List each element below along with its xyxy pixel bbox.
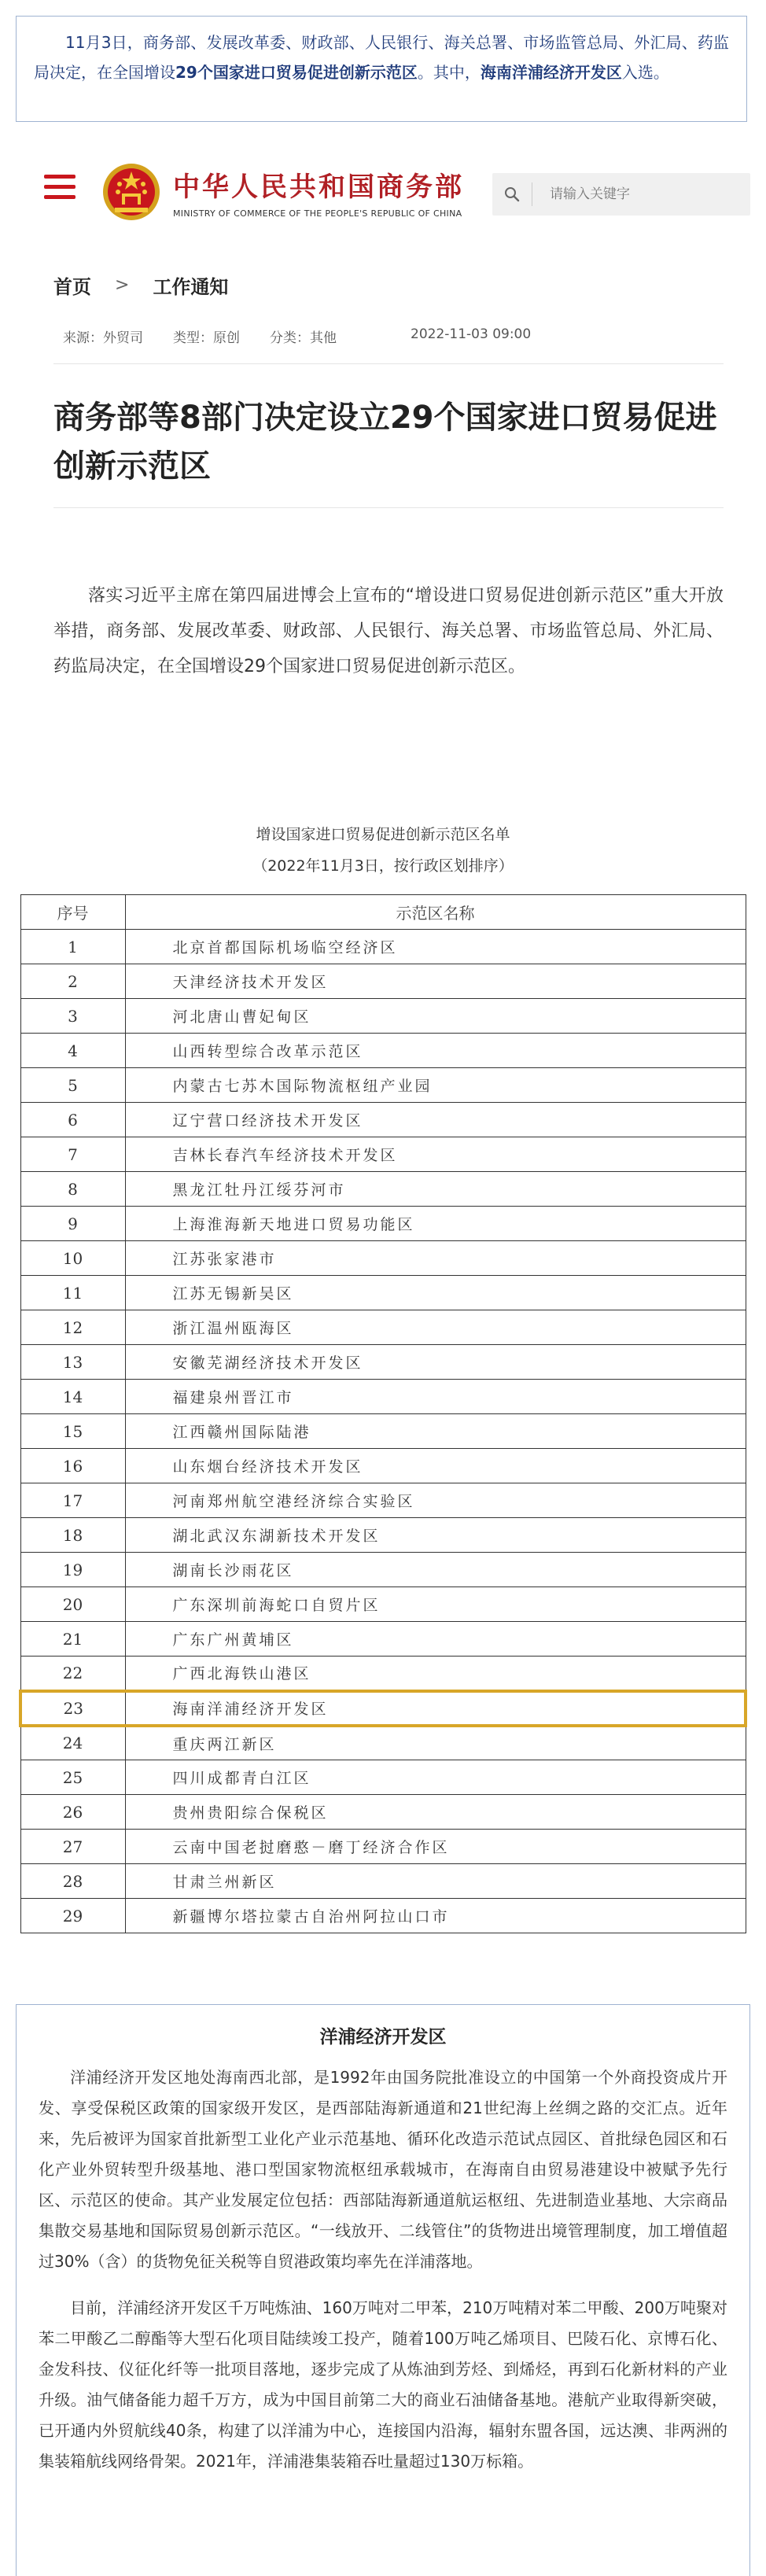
table-cell-num: 24 — [20, 1726, 125, 1760]
table-cell-num: 29 — [20, 1899, 125, 1933]
table-row — [20, 1691, 746, 1726]
breadcrumb-home[interactable]: 首页 — [53, 276, 91, 298]
profile-paragraph-2: 目前，洋浦经济开发区千万吨炼油、160万吨对二甲苯，210万吨精对苯二甲酸、200万吨聚对苯二甲酸乙二醇酯等大型石化项目陆续竣工投产，随着100万吨乙烯项目、巴陵石化、京博石化、金发科技、仪征化纤等一批项目落地，逐步完成了从炼油到芳烃、到烯烃，再到石化新材料的产业升级。油气储备能力超千万方，成为中国目前第二大的商业石油储备基地。港航产业取得新突破，已开通内外贸航线40条，构建了以洋浦为中心，连接国内沿海，辐射东盟各国，远达澳、非两洲的集装箱航线网络骨架。2021年，洋浦港集装箱吞吐量超过130万标箱。 — [39, 2298, 727, 2471]
article-meta — [63, 326, 561, 346]
table-cell-name: 新疆博尔塔拉蒙古自治州阿拉山口市 — [125, 1899, 746, 1933]
table-cell-num: 11 — [20, 1276, 125, 1310]
table-header-num: 序号 — [20, 895, 125, 930]
meta-type: 类型：原创 — [173, 330, 240, 346]
table-row — [20, 1587, 746, 1622]
table-cell-name: 河北唐山曹妃甸区 — [125, 999, 746, 1034]
table-row — [20, 1241, 746, 1276]
table-cell-name: 重庆两江新区 — [125, 1726, 746, 1760]
table-cell-num: 7 — [20, 1137, 125, 1172]
intro-note-text: 11月3日，商务部、发展改革委、财政部、人民银行、海关总署、市场监管总局、外汇局、药监局决定，在全国增设29个国家进口贸易促进创新示范区。其中，海南洋浦经济开发区入选。 — [34, 33, 729, 82]
table-row — [20, 1310, 746, 1345]
table-cell-num: 8 — [20, 1172, 125, 1207]
table-cell-num: 20 — [20, 1587, 125, 1622]
table-row — [20, 1103, 746, 1137]
profile-paragraph-1: 洋浦经济开发区地处海南西北部，是1992年由国务院批准设立的中国第一个外商投资成片开发、享受保税区政策的国家级开发区，是西部陆海新通道和21世纪海上丝绸之路的交汇点。近年来，先后被评为国家首批新型工业化产业示范基地、循环化改造示范试点园区、首批绿色园区和石化产业外贸转型升级基地、港口型国家物流枢纽承载城市，在海南自由贸易港建设中被赋予先行区、示范区的使命。其产业发展定位包括：西部陆海新通道航运枢纽、先进制造业基地、大宗商品集散交易基地和国际贸易创新示范区。“一线放开、二线管住”的货物进出境管理制度，加工增值超过30%（含）的货物免征关税等自贸港政策均率先在洋浦落地。 — [39, 2068, 727, 2271]
table-row — [20, 1726, 746, 1760]
table-cell-num: 17 — [20, 1483, 125, 1518]
table-cell-num: 9 — [20, 1207, 125, 1241]
table-cell-name: 北京首都国际机场临空经济区 — [125, 930, 746, 964]
table-row — [20, 1864, 746, 1899]
table-row — [20, 1483, 746, 1518]
table-cell-name: 贵州贵阳综合保税区 — [125, 1795, 746, 1830]
table-row — [20, 930, 746, 964]
zones-table — [19, 894, 747, 1933]
table-cell-num: 14 — [20, 1380, 125, 1414]
table-cell-name: 云南中国老挝磨憨－磨丁经济合作区 — [125, 1830, 746, 1864]
breadcrumb — [53, 271, 228, 299]
menu-icon[interactable] — [44, 175, 75, 201]
intro-bold-count: 29个国家进口贸易促进创新示范区 — [175, 63, 418, 82]
table-row — [20, 1137, 746, 1172]
search-icon[interactable] — [492, 173, 532, 216]
site-name-en: MINISTRY OF COMMERCE OF THE PEOPLE'S REPUBLIC OF CHINA — [173, 208, 462, 219]
table-cell-num: 15 — [20, 1414, 125, 1449]
table-cell-name: 天津经济技术开发区 — [125, 964, 746, 999]
table-cell-name: 湖南长沙雨花区 — [125, 1553, 746, 1587]
table-row — [20, 964, 746, 999]
table-cell-num: 5 — [20, 1068, 125, 1103]
chevron-right-icon: > — [115, 275, 130, 295]
table-row — [20, 1518, 746, 1553]
table-cell-name: 浙江温州瓯海区 — [125, 1310, 746, 1345]
table-header-row — [20, 895, 746, 930]
table-cell-name: 湖北武汉东湖新技术开发区 — [125, 1518, 746, 1553]
yangpu-profile-box — [16, 2004, 750, 2576]
table-cell-num: 18 — [20, 1518, 125, 1553]
table-cell-num: 3 — [20, 999, 125, 1034]
table-cell-name: 内蒙古七苏木国际物流枢纽产业园 — [125, 1068, 746, 1103]
table-cell-name: 吉林长春汽车经济技术开发区 — [125, 1137, 746, 1172]
table-header-name: 示范区名称 — [125, 895, 746, 930]
table-row — [20, 1622, 746, 1657]
table-cell-num: 13 — [20, 1345, 125, 1380]
table-cell-num: 4 — [20, 1034, 125, 1068]
table-cell-name: 海南洋浦经济开发区 — [125, 1691, 746, 1726]
table-cell-num: 21 — [20, 1622, 125, 1657]
profile-title: 洋浦经济开发区 — [319, 2027, 447, 2047]
table-row — [20, 1276, 746, 1310]
table-cell-num: 22 — [20, 1657, 125, 1691]
table-row — [20, 1068, 746, 1103]
meta-date: 2022-11-03 09:00 — [411, 326, 532, 342]
table-body — [20, 930, 746, 1933]
table-row — [20, 1449, 746, 1483]
table-caption-subtitle: （2022年11月3日，按行政区划排序） — [252, 857, 514, 875]
search-input[interactable] — [548, 186, 740, 203]
table-cell-num: 16 — [20, 1449, 125, 1483]
table-cell-num: 25 — [20, 1760, 125, 1795]
table-cell-name: 广东深圳前海蛇口自贸片区 — [125, 1587, 746, 1622]
table-cell-num: 28 — [20, 1864, 125, 1899]
table-row — [20, 1414, 746, 1449]
table-cell-num: 27 — [20, 1830, 125, 1864]
table-cell-name: 福建泉州晋江市 — [125, 1380, 746, 1414]
meta-source: 来源：外贸司 — [63, 330, 143, 346]
table-cell-name: 四川成都青白江区 — [125, 1760, 746, 1795]
table-cell-name: 山西转型综合改革示范区 — [125, 1034, 746, 1068]
table-row — [20, 1034, 746, 1068]
search-bar — [492, 173, 750, 216]
table-cell-name: 江苏张家港市 — [125, 1241, 746, 1276]
table-cell-num: 6 — [20, 1103, 125, 1137]
table-cell-name: 河南郑州航空港经济综合实验区 — [125, 1483, 746, 1518]
table-row — [20, 1380, 746, 1414]
table-row — [20, 1345, 746, 1380]
table-cell-name: 江西赣州国际陆港 — [125, 1414, 746, 1449]
table-row — [20, 1553, 746, 1587]
meta-category: 分类：其他 — [270, 330, 337, 346]
table-cell-num: 19 — [20, 1553, 125, 1587]
table-cell-name: 江苏无锡新吴区 — [125, 1276, 746, 1310]
table-cell-name: 上海淮海新天地进口贸易功能区 — [125, 1207, 746, 1241]
table-row — [20, 999, 746, 1034]
table-cell-name: 辽宁营口经济技术开发区 — [125, 1103, 746, 1137]
table-caption-title: 增设国家进口贸易促进创新示范区名单 — [256, 826, 510, 843]
table-cell-name: 广西北海铁山港区 — [125, 1657, 746, 1691]
table-cell-name: 广东广州黄埔区 — [125, 1622, 746, 1657]
intro-note-box — [16, 16, 747, 122]
table-row — [20, 1899, 746, 1933]
table-row — [20, 1760, 746, 1795]
divider — [53, 507, 724, 508]
article-title: 商务部等8部门决定设立29个国家进口贸易促进创新示范区 — [53, 400, 717, 485]
article-lead-paragraph: 落实习近平主席在第四届进博会上宣布的“增设进口贸易促进创新示范区”重大开放举措，商务部、发展改革委、财政部、人民银行、海关总署、市场监管总局、外汇局、药监局决定，在全国增设29个国家进口贸易促进创新示范区。 — [53, 586, 724, 676]
table-cell-name: 黑龙江牡丹江绥芬河市 — [125, 1172, 746, 1207]
table-cell-num: 23 — [20, 1691, 125, 1726]
table-row — [20, 1207, 746, 1241]
table-row — [20, 1795, 746, 1830]
site-title[interactable] — [173, 165, 464, 219]
intro-bold-yangpu: 海南洋浦经济开发区 — [480, 63, 622, 82]
table-row — [20, 1657, 746, 1691]
table-cell-num: 2 — [20, 964, 125, 999]
table-row — [20, 1830, 746, 1864]
national-emblem-icon — [101, 160, 162, 223]
site-name-cn: 中华人民共和国商务部 — [173, 171, 464, 203]
table-cell-num: 12 — [20, 1310, 125, 1345]
table-cell-name: 甘肃兰州新区 — [125, 1864, 746, 1899]
table-cell-name: 山东烟台经济技术开发区 — [125, 1449, 746, 1483]
table-cell-num: 10 — [20, 1241, 125, 1276]
table-cell-num: 1 — [20, 930, 125, 964]
table-cell-name: 安徽芜湖经济技术开发区 — [125, 1345, 746, 1380]
table-cell-num: 26 — [20, 1795, 125, 1830]
table-row — [20, 1172, 746, 1207]
breadcrumb-current[interactable]: 工作通知 — [153, 276, 229, 298]
divider — [53, 363, 724, 364]
site-header — [16, 149, 750, 236]
